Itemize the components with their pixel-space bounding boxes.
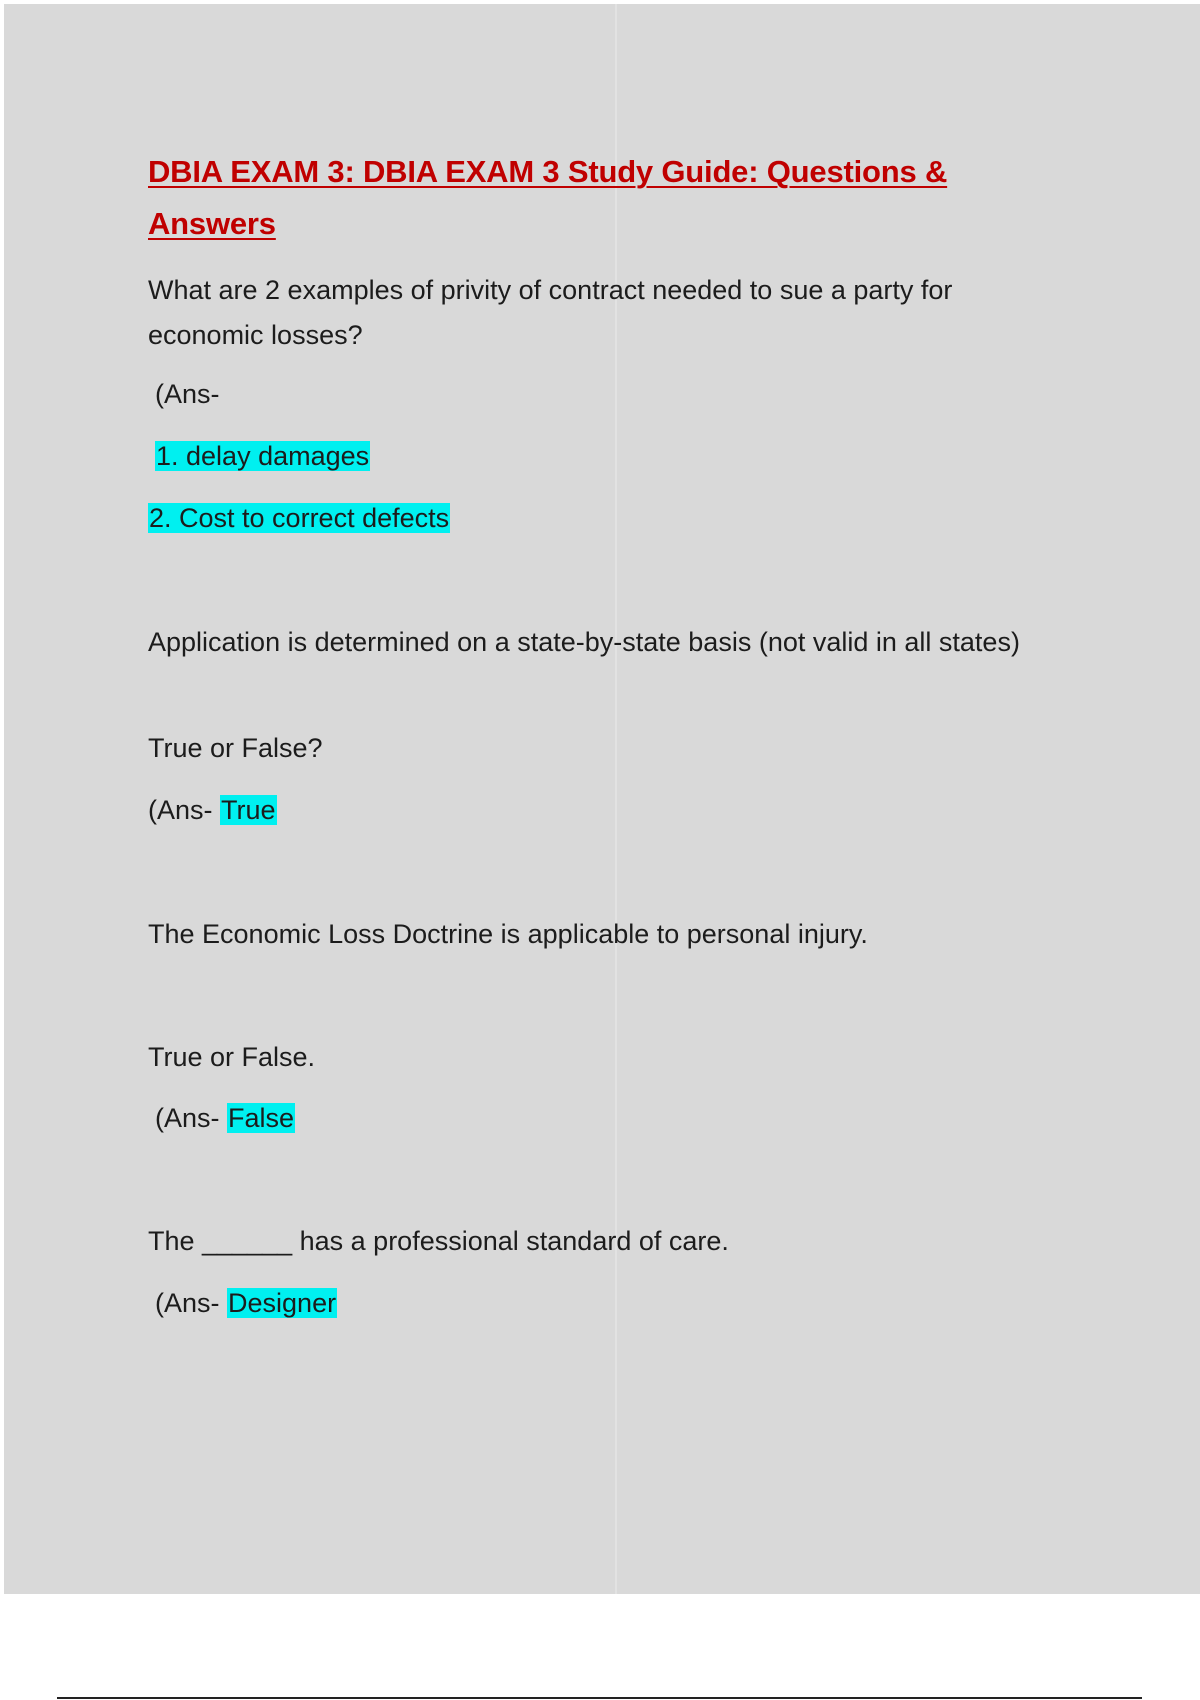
answer-highlight: False: [228, 1103, 295, 1133]
answer-prefix: (Ans-: [155, 1103, 220, 1133]
question-3: The Economic Loss Doctrine is applicable to personal injury.: [148, 919, 868, 949]
answer-highlight: 2. Cost to correct defects: [149, 503, 450, 533]
question-1: What are 2 examples of privity of contract needed to sue a party for economic losses?: [148, 275, 953, 350]
answer-prefix: (Ans-: [155, 1288, 220, 1318]
question-2-prompt: True or False?: [148, 733, 323, 763]
footer-rule: [57, 1697, 1142, 1699]
answer-2: [148, 788, 1048, 833]
answer-1-prefix: (Ans-: [155, 379, 220, 409]
question-3-prompt: True or False.: [148, 1042, 316, 1072]
question-4: The ______ has a professional standard of care.: [148, 1226, 729, 1256]
answer-1-item-1: [155, 434, 1055, 479]
question-2: Application is determined on a state-by-state basis (not valid in all states): [148, 627, 1020, 657]
answer-highlight: Designer: [228, 1288, 337, 1318]
answer-3: [155, 1096, 1055, 1141]
answer-4: [155, 1281, 1055, 1326]
answer-highlight: True: [221, 795, 276, 825]
document-title: DBIA EXAM 3: DBIA EXAM 3 Study Guide: Questions & Answers: [148, 154, 948, 241]
answer-1-item-2: [148, 496, 1048, 541]
answer-prefix: (Ans-: [148, 795, 213, 825]
answer-highlight: 1. delay damages: [156, 441, 370, 471]
